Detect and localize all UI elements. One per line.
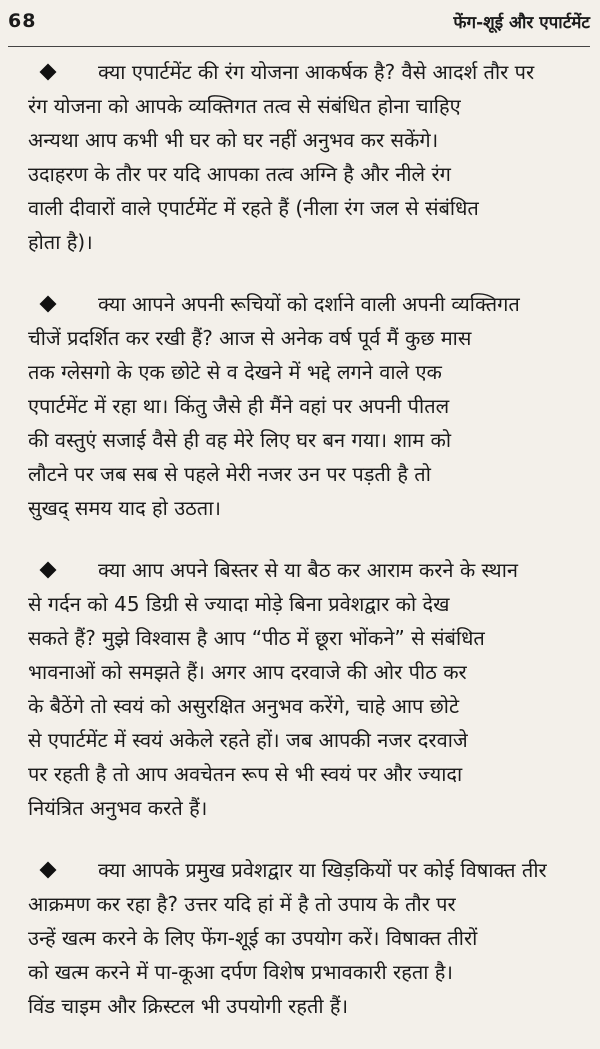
running-header [8,10,590,47]
text-line: सुखद् समय याद हो उठता। [28,496,221,520]
bullet-paragraph-entrance-view [14,553,590,825]
text-line: रंग योजना को आपके व्यक्तिगत तत्व से संबंधित होना चाहिए [28,94,461,118]
text-line: उदाहरण के तौर पर यदि आपका तत्व अग्नि है और नीले रंग [28,162,451,186]
bullet-paragraph-poison-arrows [14,853,590,1023]
diamond-bullet-icon [40,862,57,879]
text-line: क्या आपने अपनी रूचियों को दर्शाने वाली अपनी व्यक्तिगत [98,292,520,316]
text-line: चीजें प्रदर्शित कर रखी हैं? आज से अनेक वर्ष पूर्व मैं कुछ मास [28,326,472,350]
diamond-bullet-icon [40,64,57,81]
text-line: वाली दीवारों वाले एपार्टमेंट में रहते हैं (नीला रंग जल से संबंधित [28,196,479,220]
bullet-paragraph-personal-items [14,287,590,525]
text-line: आक्रमण कर रहा है? उत्तर यदि हां में है तो उपाय के तौर पर [28,892,456,916]
text-line: की वस्तुएं सजाई वैसे ही वह मेरे लिए घर बन गया। शाम को [28,428,452,452]
text-line: उन्हें खत्म करने के लिए फेंग-शूई का उपयोग करें। विषाक्त तीरों [28,926,478,950]
diamond-bullet-icon [40,296,57,313]
chapter-title: फेंग-शूई और एपार्टमेंट [453,13,590,33]
text-line: होता है)। [28,230,93,254]
page-body [14,55,590,1023]
text-line: क्या एपार्टमेंट की रंग योजना आकर्षक है? वैसे आदर्श तौर पर [98,60,535,84]
text-line: से एपार्टमेंट में स्वयं अकेले रहते हों। जब आपकी नजर दरवाजे [28,728,468,752]
text-line: लौटने पर जब सब से पहले मेरी नजर उन पर पड़ती है तो [28,462,431,486]
text-line: सकते हैं? मुझे विश्वास है आप “पीठ में छूरा भोंकने” से संबंधित [28,626,485,650]
bullet-paragraph-color-scheme [14,55,590,259]
diamond-bullet-icon [40,562,57,579]
text-line: भावनाओं को समझते हैं। अगर आप दरवाजे की ओर पीठ कर [28,660,467,684]
text-line: से गर्दन को 45 डिग्री से ज्यादा मोड़े बिना प्रवेशद्वार को देख [28,592,450,616]
text-line: एपार्टमेंट में रहा था। किंतु जैसे ही मैंने वहां पर अपनी पीतल [28,394,450,418]
text-line: क्या आपके प्रमुख प्रवेशद्वार या खिड़कियों पर कोई विषाक्त तीर [98,858,547,882]
text-line: के बैठेंगे तो स्वयं को असुरक्षित अनुभव करेंगे, चाहे आप छोटे [28,694,460,718]
text-line: अन्यथा आप कभी भी घर को घर नहीं अनुभव कर सकेंगे। [28,128,439,152]
text-line: पर रहती है तो आप अवचेतन रूप से भी स्वयं पर और ज्यादा [28,762,463,786]
text-line: तक ग्लेसगो के एक छोटे से व देखने में भद्दे लगने वाले एक [28,360,442,384]
text-line: विंड चाइम और क्रिस्टल भी उपयोगी रहती हैं। [28,994,349,1018]
text-line: को खत्म करने में पा-कूआ दर्पण विशेष प्रभावकारी रहता है। [28,960,453,984]
text-line: नियंत्रित अनुभव करते हैं। [28,796,208,820]
page-number: 68 [8,10,37,32]
text-line: क्या आप अपने बिस्तर से या बैठ कर आराम करने के स्थान [98,558,518,582]
